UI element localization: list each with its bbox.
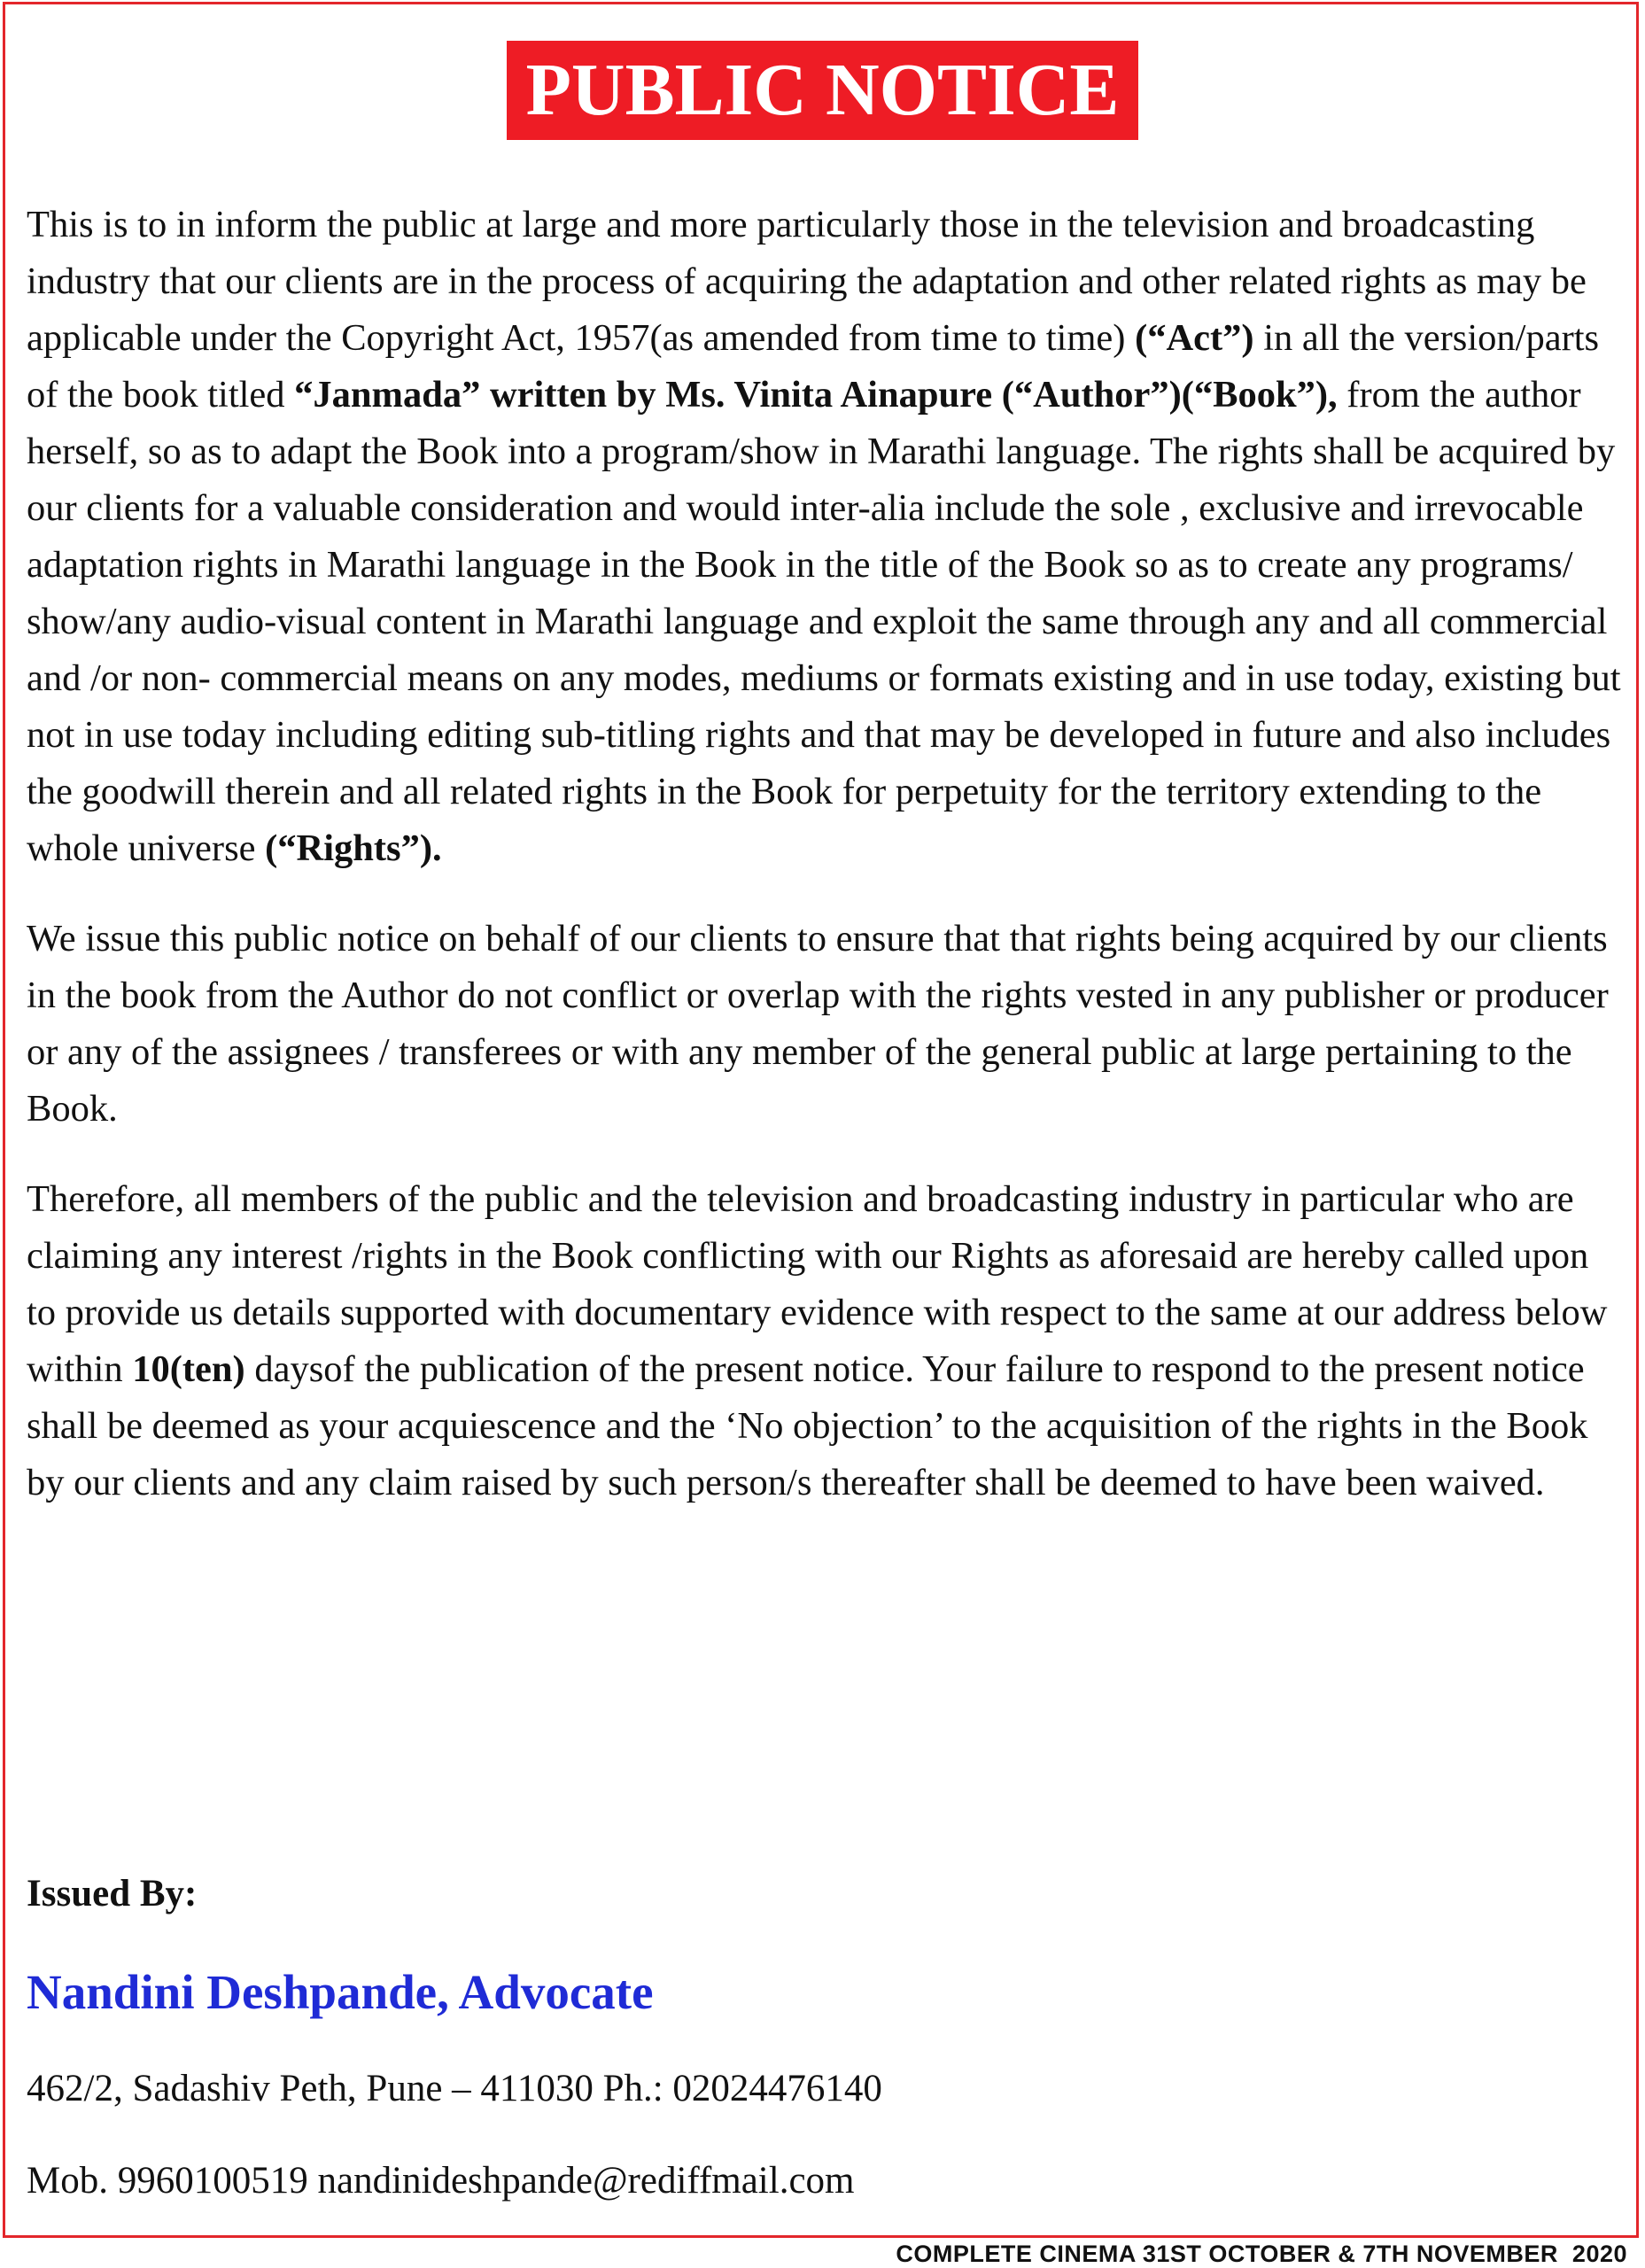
issued-by-label: Issued By: <box>27 1873 198 1915</box>
act-term: (“Act”) <box>1135 317 1254 359</box>
advocate-contact: Mob. 9960100519 nandinideshpande@rediffmail.com <box>27 2160 855 2202</box>
rights-term: (“Rights”). <box>265 827 442 869</box>
author-book-terms: (“Author”)(“Book”), <box>1001 374 1338 416</box>
advocate-name: Nandini Deshpande, Advocate <box>27 1965 654 2019</box>
paragraph-3-text-2: daysof the publication of the present notice. Your failure to respond to the present notice shall be deemed as your acquiescence and the ‘No objection’ to the acquisition of the rights in the Book by our clients and any claim raised by such person/s thereafter shall be deemed to have been waived. <box>27 1348 1588 1503</box>
paragraph-2: We issue this public notice on behalf of our clients to ensure that that rights being acquired by our clients in the book from the Author do not conflict or overlap with the rights vested in any publisher or producer or any of the assignees / transferees or with any member of the general public at large pertaining to the Book. <box>27 918 1609 1130</box>
paragraph-1-text-3 <box>992 374 1002 416</box>
paragraph-3-text-1: Therefore, all members of the public and the television and broadcasting industry in particular who are claiming any interest /rights in the Book conflicting with our Rights as aforesaid are hereby called upon to provide us details supported with documentary evidence with respect to the same at our address below within <box>27 1178 1608 1390</box>
days-term: 10(ten) <box>132 1348 245 1390</box>
notice-title: PUBLIC NOTICE <box>507 41 1139 140</box>
paragraph-1-text-1: This is to in inform the public at large and more particularly those in the television and broadcasting industry that our clients are in the process of acquiring the adaptation and other related rights as may be applicable under the Copyright Act, 1957(as amended from time to time) <box>27 204 1587 359</box>
paragraph-1-text-4: from the author herself, so as to adapt the Book into a program/show in Marathi language. The rights shall be acquired by our clients for a valuable consideration and would inter-alia include the sole , exclusive and irrevocable adaptation rights in Marathi language in the Book in the title of the Book so as to create any programs/ show/any audio-visual content in Marathi language and exploit the same through any and all commercial and /or non- commercial means on any modes, mediums or formats existing and in use today, existing but not in use today including editing sub-titling rights and that may be developed in future and also includes the goodwill therein and all related rights in the Book for perpetuity for the territory extending to the whole universe <box>27 374 1621 869</box>
advocate-address: 462/2, Sadashiv Peth, Pune – 411030 Ph.: 02024476140 <box>27 2068 882 2109</box>
book-title-author: “Janmada” written by Ms. Vinita Ainapure <box>294 374 993 416</box>
title-container <box>0 41 1645 140</box>
notice-body <box>27 197 1621 1545</box>
paragraph-3 <box>27 1171 1621 1511</box>
publication-footer: COMPLETE CINEMA 31ST OCTOBER & 7TH NOVEMBER 2020 <box>896 2241 1627 2267</box>
paragraph-1-text-2: in all the version/parts of the book titled <box>27 317 1600 416</box>
paragraph-1 <box>27 197 1621 877</box>
